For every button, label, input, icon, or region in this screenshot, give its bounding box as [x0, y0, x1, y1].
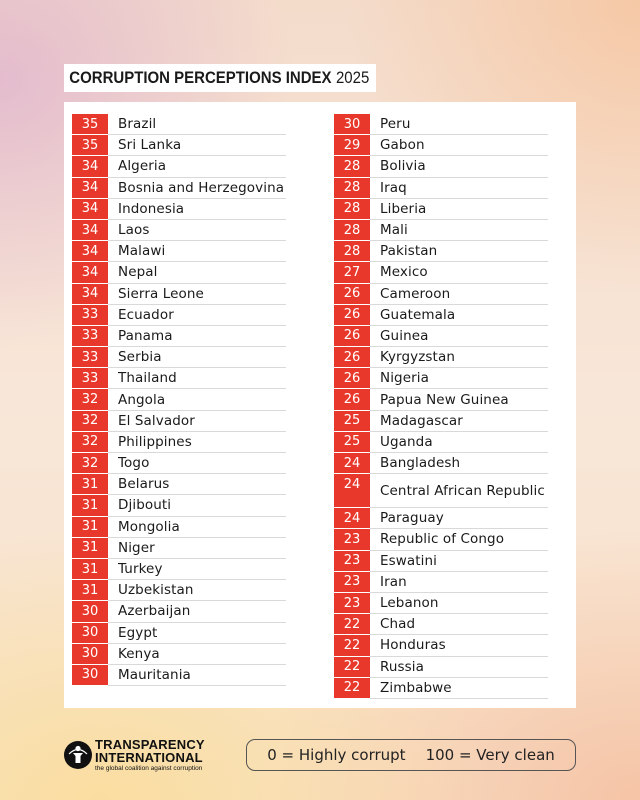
- ranking-row: [72, 135, 286, 156]
- country-name: Eswatini: [380, 552, 438, 569]
- country-name: Gabon: [380, 137, 425, 154]
- score-badge: 30: [72, 601, 108, 622]
- country-name: Togo: [118, 455, 150, 472]
- ranking-row: [72, 220, 286, 241]
- ranking-row: [72, 305, 286, 326]
- logo-tagline: the global coalition against corruption: [95, 765, 203, 772]
- score-badge: 30: [72, 665, 108, 686]
- score-badge: 34: [72, 199, 108, 220]
- country-name: Central African Republic: [380, 483, 545, 500]
- country-name: Zimbabwe: [380, 679, 452, 696]
- score-badge: 34: [72, 241, 108, 262]
- ranking-row: [334, 551, 548, 572]
- ranking-row: [72, 517, 286, 538]
- country-name: Mali: [380, 222, 408, 239]
- country-name: Liberia: [380, 200, 427, 217]
- country-name: Philippines: [118, 433, 192, 450]
- ranking-row: [72, 474, 286, 495]
- ranking-row: [72, 665, 286, 686]
- score-badge: 24: [334, 453, 370, 474]
- score-badge: 31: [72, 517, 108, 538]
- ranking-row: [72, 178, 286, 199]
- country-name: Egypt: [118, 624, 158, 641]
- scale-high-label: 100 = Very clean: [425, 746, 555, 764]
- logo-line-1: TRANSPARENCY: [95, 737, 205, 752]
- score-badge: 26: [334, 284, 370, 305]
- country-name: Ecuador: [118, 306, 174, 323]
- country-name: Laos: [118, 222, 150, 239]
- ranking-row: [72, 199, 286, 220]
- score-badge: 22: [334, 635, 370, 656]
- ranking-row: [334, 593, 548, 614]
- country-name: Paraguay: [380, 510, 444, 527]
- country-name: Belarus: [118, 476, 170, 493]
- score-badge: 34: [72, 178, 108, 199]
- country-name: Azerbaijan: [118, 603, 191, 620]
- globe-figure-icon: [64, 741, 92, 769]
- score-badge: 22: [334, 678, 370, 699]
- ranking-row: [334, 284, 548, 305]
- ranking-row: [72, 241, 286, 262]
- ranking-row: [334, 657, 548, 678]
- country-name: Panama: [118, 327, 173, 344]
- score-badge: 22: [334, 614, 370, 635]
- score-badge: 25: [334, 411, 370, 432]
- ranking-row: [72, 411, 286, 432]
- score-badge: 31: [72, 580, 108, 601]
- country-name: Angola: [118, 391, 166, 408]
- country-name: Bosnia and Herzegovina: [118, 179, 285, 196]
- score-badge: 30: [72, 644, 108, 665]
- score-badge: 28: [334, 220, 370, 241]
- scale-low-label: 0 = Highly corrupt: [267, 746, 406, 764]
- score-badge: 34: [72, 220, 108, 241]
- ranking-row: [334, 305, 548, 326]
- country-name: Guatemala: [380, 306, 456, 323]
- country-name: Lebanon: [380, 595, 439, 612]
- score-badge: 32: [72, 389, 108, 410]
- ranking-row: [72, 326, 286, 347]
- score-badge: 28: [334, 199, 370, 220]
- country-name: Sierra Leone: [118, 285, 204, 302]
- score-badge: 32: [72, 411, 108, 432]
- score-badge: 33: [72, 305, 108, 326]
- ranking-row: [334, 389, 548, 410]
- left-ranking-column: [72, 114, 286, 686]
- score-badge: 23: [334, 593, 370, 614]
- country-name: Uzbekistan: [118, 582, 194, 599]
- country-name: Bolivia: [380, 158, 426, 175]
- score-badge: 24: [334, 508, 370, 529]
- ranking-row: [72, 495, 286, 516]
- score-badge: 28: [334, 241, 370, 262]
- score-badge: 22: [334, 657, 370, 678]
- country-name: Niger: [118, 539, 155, 556]
- score-badge: 27: [334, 262, 370, 283]
- ranking-row: [334, 678, 548, 699]
- ranking-row: [72, 601, 286, 622]
- country-name: Guinea: [380, 327, 429, 344]
- ranking-row: [72, 623, 286, 644]
- ranking-row: [334, 474, 548, 508]
- logo-text: [95, 738, 205, 772]
- score-badge: 30: [334, 114, 370, 135]
- ranking-row: [72, 262, 286, 283]
- score-badge: 24: [334, 474, 370, 508]
- score-badge: 28: [334, 178, 370, 199]
- title-year: 2025: [335, 68, 370, 87]
- title-main: CORRUPTION PERCEPTIONS INDEX: [69, 68, 332, 87]
- score-badge: 26: [334, 389, 370, 410]
- score-badge: 29: [334, 135, 370, 156]
- country-name: El Salvador: [118, 412, 195, 429]
- country-name: Djibouti: [118, 497, 172, 514]
- score-badge: 26: [334, 368, 370, 389]
- ranking-row: [72, 389, 286, 410]
- country-name: Iraq: [380, 179, 407, 196]
- ranking-row: [334, 614, 548, 635]
- score-badge: 25: [334, 432, 370, 453]
- ranking-row: [334, 178, 548, 199]
- country-name: Sri Lanka: [118, 137, 182, 154]
- ranking-row: [72, 644, 286, 665]
- ranking-row: [334, 572, 548, 593]
- score-badge: 30: [72, 623, 108, 644]
- country-name: Kenya: [118, 645, 160, 662]
- country-name: Mongolia: [118, 518, 180, 535]
- ranking-card: [64, 102, 576, 708]
- ranking-row: [334, 529, 548, 550]
- score-badge: 23: [334, 529, 370, 550]
- country-name: Thailand: [118, 370, 177, 387]
- score-badge: 26: [334, 305, 370, 326]
- country-name: Algeria: [118, 158, 167, 175]
- country-name: Pakistan: [380, 243, 438, 260]
- ranking-row: [334, 262, 548, 283]
- country-name: Uganda: [380, 433, 433, 450]
- score-badge: 33: [72, 347, 108, 368]
- country-name: Mauritania: [118, 666, 191, 683]
- page-title: [64, 64, 376, 92]
- country-name: Brazil: [118, 116, 157, 133]
- country-name: Chad: [380, 616, 416, 633]
- ranking-row: [72, 432, 286, 453]
- ranking-row: [334, 508, 548, 529]
- country-name: Peru: [380, 116, 411, 133]
- ranking-row: [72, 453, 286, 474]
- country-name: Nepal: [118, 264, 158, 281]
- country-name: Indonesia: [118, 200, 185, 217]
- logo-line-2: INTERNATIONAL: [95, 750, 203, 765]
- country-name: Turkey: [118, 561, 163, 578]
- country-name: Nigeria: [380, 370, 429, 387]
- ranking-row: [72, 538, 286, 559]
- country-name: Kyrgyzstan: [380, 349, 455, 366]
- country-name: Madagascar: [380, 412, 463, 429]
- score-badge: 26: [334, 326, 370, 347]
- ranking-row: [334, 347, 548, 368]
- ranking-row: [334, 411, 548, 432]
- ranking-row: [334, 326, 548, 347]
- ranking-row: [334, 241, 548, 262]
- ranking-row: [334, 156, 548, 177]
- ranking-row: [72, 559, 286, 580]
- score-badge: 31: [72, 474, 108, 495]
- score-badge: 31: [72, 559, 108, 580]
- country-name: Honduras: [380, 637, 446, 654]
- transparency-international-logo: [64, 738, 205, 772]
- score-badge: 32: [72, 453, 108, 474]
- score-badge: 26: [334, 347, 370, 368]
- ranking-row: [334, 368, 548, 389]
- score-badge: 31: [72, 538, 108, 559]
- ranking-row: [72, 580, 286, 601]
- country-name: Serbia: [118, 349, 162, 366]
- country-name: Mexico: [380, 264, 428, 281]
- ranking-row: [334, 135, 548, 156]
- score-badge: 28: [334, 156, 370, 177]
- score-scale-legend: [246, 739, 576, 771]
- ranking-row: [72, 347, 286, 368]
- score-badge: 31: [72, 495, 108, 516]
- ranking-row: [334, 114, 548, 135]
- ranking-row: [72, 284, 286, 305]
- score-badge: 35: [72, 114, 108, 135]
- ranking-row: [334, 635, 548, 656]
- score-badge: 35: [72, 135, 108, 156]
- country-name: Republic of Congo: [380, 531, 505, 548]
- right-ranking-column: [334, 114, 548, 699]
- score-badge: 33: [72, 368, 108, 389]
- score-badge: 23: [334, 572, 370, 593]
- ranking-row: [334, 432, 548, 453]
- score-badge: 34: [72, 156, 108, 177]
- ranking-row: [334, 220, 548, 241]
- score-badge: 23: [334, 551, 370, 572]
- country-name: Iran: [380, 573, 407, 590]
- ranking-row: [334, 199, 548, 220]
- score-badge: 33: [72, 326, 108, 347]
- ranking-row: [72, 156, 286, 177]
- ranking-row: [72, 114, 286, 135]
- ranking-row: [72, 368, 286, 389]
- country-name: Bangladesh: [380, 455, 461, 472]
- country-name: Papua New Guinea: [380, 391, 509, 408]
- ranking-row: [334, 453, 548, 474]
- score-badge: 32: [72, 432, 108, 453]
- country-name: Malawi: [118, 243, 166, 260]
- score-badge: 34: [72, 262, 108, 283]
- score-badge: 34: [72, 284, 108, 305]
- country-name: Cameroon: [380, 285, 451, 302]
- country-name: Russia: [380, 658, 425, 675]
